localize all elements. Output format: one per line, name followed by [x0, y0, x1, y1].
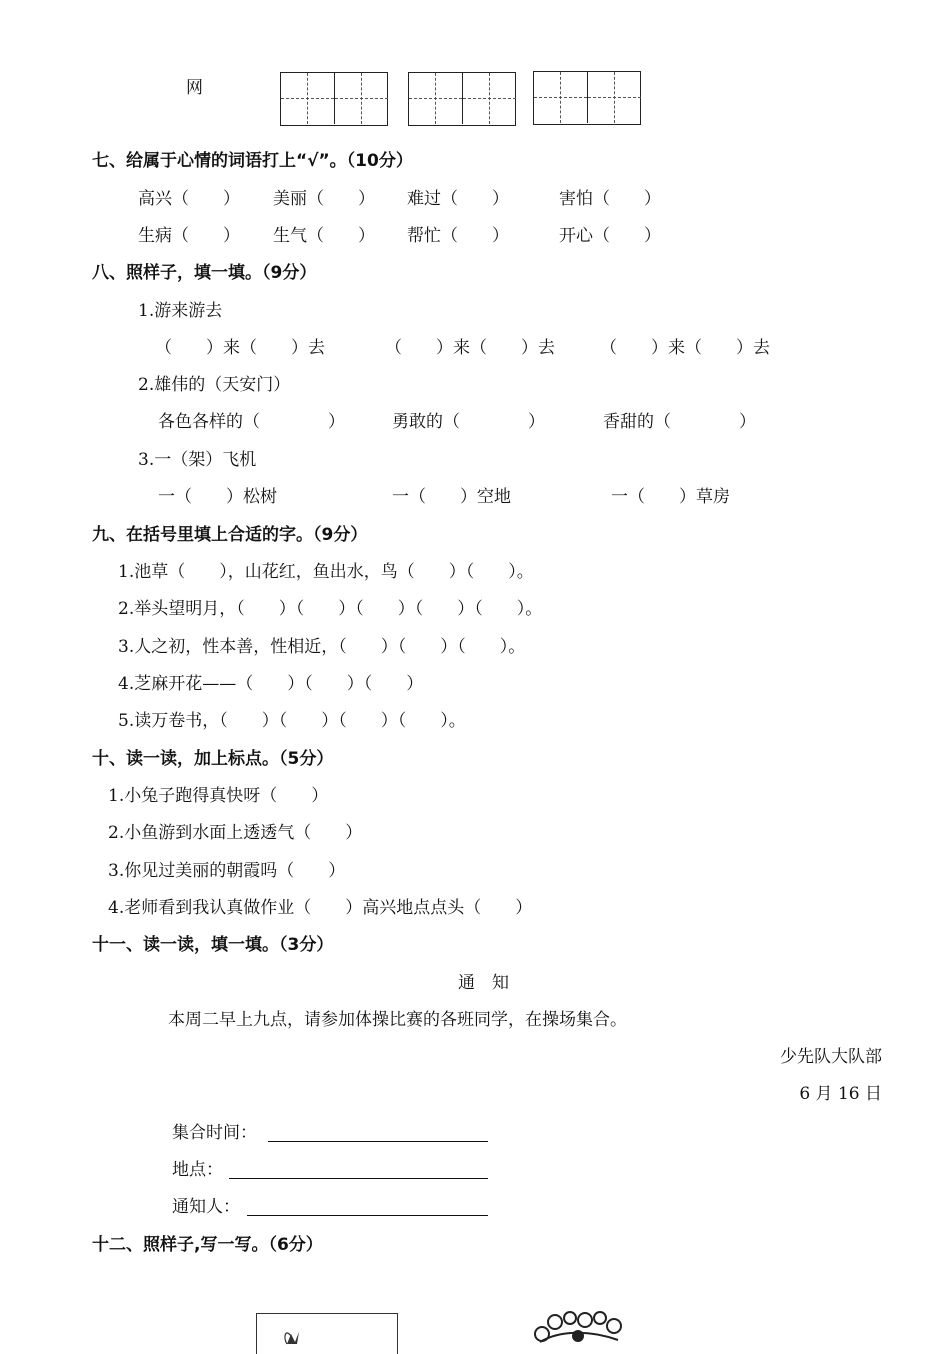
- section-9-title: 九、在括号里填上合适的字。（9分）: [92, 525, 368, 545]
- mood-option[interactable]: 帮忙（ ）: [407, 226, 509, 246]
- section-8-title: 八、照样子，填一填。（9分）: [92, 263, 317, 283]
- answer-line-time[interactable]: [268, 1141, 488, 1142]
- fill-item[interactable]: （ ）来（ ）去: [155, 338, 325, 358]
- fill-item[interactable]: 4.芝麻开花——（ ）（ ）（ ）: [118, 674, 424, 694]
- picture-frame: [256, 1313, 398, 1354]
- fill-item[interactable]: 香甜的（ ）: [603, 412, 756, 432]
- fill-item[interactable]: 一（ ）空地: [392, 487, 511, 507]
- punctuation-item[interactable]: 4.老师看到我认真做作业（ ）高兴地点点头（ ）: [108, 898, 533, 918]
- example-2: 2.雄伟的（天安门）: [138, 375, 291, 395]
- fill-item[interactable]: 5.读万卷书，（ ）（ ）（ ）（ ）。: [118, 711, 466, 731]
- answer-line-notifier[interactable]: [247, 1215, 488, 1216]
- example-1: 1.游来游去: [138, 301, 223, 321]
- section-7-title: 七、给属于心情的词语打上“√”。（10分）: [92, 151, 413, 171]
- tree-leaves-icon: [530, 1310, 625, 1344]
- practice-character: 网: [186, 78, 203, 98]
- fill-item[interactable]: （ ）来（ ）去: [600, 338, 770, 358]
- mood-option[interactable]: 生病（ ）: [138, 226, 240, 246]
- writing-grid[interactable]: [533, 71, 641, 125]
- mood-option[interactable]: 开心（ ）: [559, 226, 661, 246]
- butterfly-icon: [257, 1314, 397, 1345]
- section-12-title: 十二、照样子,写一写。（6分）: [92, 1235, 323, 1255]
- mood-option[interactable]: 害怕（ ）: [559, 189, 661, 209]
- notice-body: 本周二早上九点，请参加体操比赛的各班同学，在操场集合。: [168, 1010, 627, 1030]
- section-11-title: 十一、读一读，填一填。（3分）: [92, 935, 334, 955]
- field-label-time: 集合时间：: [172, 1123, 257, 1143]
- mood-option[interactable]: 美丽（ ）: [273, 189, 375, 209]
- field-label-notifier: 通知人：: [172, 1197, 240, 1217]
- fill-item[interactable]: 各色各样的（ ）: [158, 412, 345, 432]
- fill-item[interactable]: 一（ ）松树: [158, 487, 277, 507]
- punctuation-item[interactable]: 1.小兔子跑得真快呀（ ）: [108, 786, 329, 806]
- fill-item[interactable]: 2.举头望明月，（ ）（ ）（ ）（ ）（ ）。: [118, 599, 543, 619]
- fill-item[interactable]: 一（ ）草房: [611, 487, 730, 507]
- fill-item[interactable]: 3.人之初，性本善，性相近，（ ）（ ）（ ）。: [118, 637, 526, 657]
- fill-item[interactable]: （ ）来（ ）去: [385, 338, 555, 358]
- writing-grid[interactable]: [408, 72, 516, 126]
- notice-date: 6 月 16 日: [799, 1084, 882, 1104]
- mood-option[interactable]: 高兴（ ）: [138, 189, 240, 209]
- mood-option[interactable]: 难过（ ）: [407, 189, 509, 209]
- field-label-place: 地点：: [172, 1160, 223, 1180]
- writing-grid[interactable]: [280, 72, 388, 126]
- example-3: 3.一（架）飞机: [138, 450, 257, 470]
- punctuation-item[interactable]: 2.小鱼游到水面上透透气（ ）: [108, 823, 363, 843]
- fill-item[interactable]: 勇敢的（ ）: [392, 412, 545, 432]
- mood-option[interactable]: 生气（ ）: [273, 226, 375, 246]
- punctuation-item[interactable]: 3.你见过美丽的朝霞吗（ ）: [108, 861, 346, 881]
- notice-title: 通 知: [458, 973, 509, 993]
- answer-line-place[interactable]: [229, 1178, 488, 1179]
- notice-signer: 少先队大队部: [780, 1047, 882, 1067]
- fill-item[interactable]: 1.池草（ ），山花红，鱼出水，鸟（ ）（ ）。: [118, 562, 534, 582]
- section-10-title: 十、读一读，加上标点。（5分）: [92, 749, 334, 769]
